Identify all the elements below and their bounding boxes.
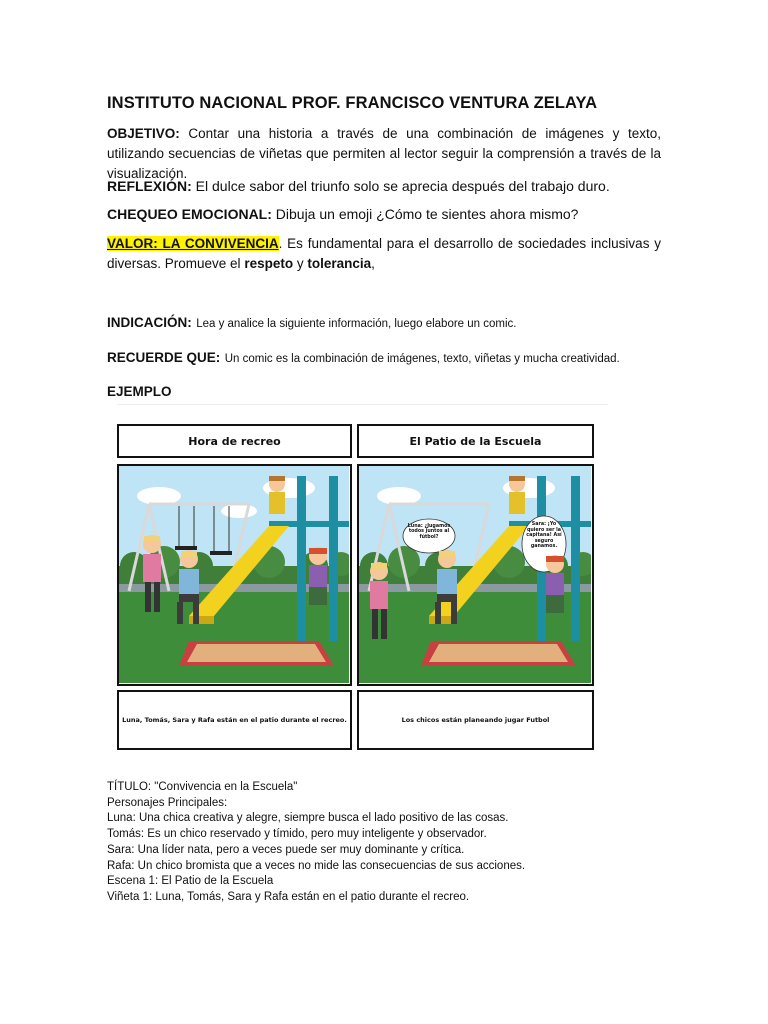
left-caption-box — [117, 690, 352, 750]
story-line: Viñeta 1: Luna, Tomás, Sara y Rafa están en el patio durante el recreo. — [107, 890, 470, 903]
right-title-text: El Patio de la Escuela — [409, 434, 542, 448]
right-caption-box — [357, 690, 594, 750]
reflection-label: REFLEXIÓN: — [107, 178, 192, 194]
objective-text: Contar una historia a través de una combinación de imágenes y texto, utilizando secuencias de viñetas que permiten al lector seguir la comprensión a través de la visualización. — [107, 126, 661, 181]
indication-text: Lea y analice la siguiente información, luego elabore un comic. — [196, 318, 517, 330]
reflection-text: El dulce sabor del triunfo solo se aprecia después del trabajo duro. — [195, 178, 610, 194]
value-text-c: , — [371, 256, 375, 271]
example-heading: EJEMPLO — [107, 384, 172, 399]
remember-paragraph — [107, 349, 620, 367]
value-bold-respeto: respeto — [244, 256, 294, 271]
comic-strip — [115, 422, 595, 752]
reflection-paragraph — [107, 176, 661, 196]
document-title: INSTITUTO NACIONAL PROF. FRANCISCO VENTURA ZELAYA — [107, 94, 598, 112]
indication-label: INDICACIÓN: — [107, 315, 192, 330]
emotional-check-text: Dibuja un emoji ¿Cómo te sientes ahora mismo? — [275, 206, 579, 222]
indication-paragraph — [107, 314, 516, 332]
story-line: Rafa: Un chico bromista que a veces no mide las consecuencias de sus acciones. — [107, 859, 526, 872]
emotional-check-label: CHEQUEO EMOCIONAL: — [107, 206, 272, 222]
objective-label: OBJETIVO: — [107, 126, 180, 141]
divider-line — [118, 404, 608, 405]
speech-bubble-sara: Sara: ¡Yo quiero ser la capitana! Así seguro ganamos. — [526, 522, 562, 550]
remember-label: RECUERDE QUE: — [107, 350, 221, 365]
speech-bubble-luna: Luna: ¿Jugamos todos juntos al fútbol? — [407, 524, 451, 540]
remember-text: Un comic es la combinación de imágenes, texto, viñetas y mucha creatividad. — [224, 353, 620, 365]
story-line: TÍTULO: "Convivencia en la Escuela" — [107, 781, 298, 793]
left-caption-text: Luna, Tomás, Sara y Rafa están en el patio durante el recreo. — [122, 716, 347, 724]
right-scene-panel — [357, 464, 594, 686]
story-line: Sara: Una líder nata, pero a veces puede ser muy dominante y crítica. — [107, 843, 465, 856]
value-text-b: y — [293, 256, 308, 271]
value-paragraph — [107, 234, 661, 274]
story-line: Tomás: Es un chico reservado y tímido, pero muy inteligente y observador. — [107, 828, 487, 841]
right-caption-text: Los chicos están planeando jugar Futbol — [401, 716, 550, 724]
emotional-check-paragraph — [107, 204, 661, 224]
story-line: Escena 1: El Patio de la Escuela — [107, 875, 274, 888]
story-line: Personajes Principales: — [107, 796, 228, 809]
left-title-box — [117, 424, 352, 458]
left-scene-panel — [117, 464, 352, 686]
value-text-a: . Es fundamental para el desarrollo de sociedades inclusivas y diversas. Promueve el — [107, 236, 661, 271]
story-line: Luna: Una chica creativa y alegre, siempre busca el lado positivo de las cosas. — [107, 812, 509, 825]
value-label-highlight: VALOR: LA CONVIVENCIA — [107, 236, 279, 251]
left-title-text: Hora de recreo — [188, 434, 281, 448]
objective-paragraph — [107, 124, 661, 184]
right-scene-illustration — [359, 466, 591, 683]
story-text-block — [107, 780, 525, 906]
value-bold-tolerancia: tolerancia — [307, 256, 372, 271]
left-scene-illustration — [119, 466, 349, 683]
right-title-box — [357, 424, 594, 458]
